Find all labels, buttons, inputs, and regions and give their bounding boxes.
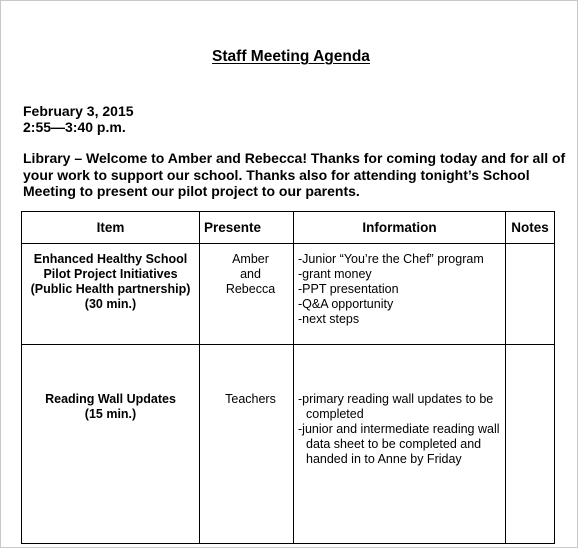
item-line: Enhanced Healthy School <box>33 252 188 266</box>
presenter-line: Teachers <box>225 392 276 406</box>
table-row <box>22 345 555 544</box>
item-line: Reading Wall Updates <box>45 392 176 406</box>
info-line: -PPT presentation <box>298 282 399 296</box>
notes-cell <box>506 244 555 345</box>
notes-cell <box>506 345 555 544</box>
item-line: (Public Health partnership) <box>30 282 191 296</box>
item-line: Pilot Project Initiatives <box>43 267 178 281</box>
info-line: handed in to Anne by Friday <box>306 452 462 466</box>
agenda-table <box>21 211 555 544</box>
item-line: (15 min.) <box>84 407 137 421</box>
info-line: -junior and intermediate reading wall <box>298 422 500 436</box>
header-item: Item <box>22 212 200 244</box>
table-row <box>22 244 555 345</box>
info-line: -primary reading wall updates to be <box>298 392 494 406</box>
table-header-row <box>22 212 555 244</box>
header-notes: Notes <box>506 212 555 244</box>
info-line: -next steps <box>298 312 360 326</box>
presenter-cell <box>200 244 294 345</box>
item-cell <box>22 244 200 345</box>
header-presenter: Presente <box>200 212 294 244</box>
information-cell <box>294 345 506 544</box>
presenter-line: and <box>240 267 261 281</box>
document-title: Staff Meeting Agenda <box>212 48 370 65</box>
item-line: (30 min.) <box>84 297 137 311</box>
header-information: Information <box>294 212 506 244</box>
info-line: -Junior “You’re the Chef” program <box>298 252 484 266</box>
info-line: -Q&A opportunity <box>298 297 394 311</box>
presenter-line: Amber <box>232 252 269 266</box>
item-cell <box>22 345 200 544</box>
information-cell <box>294 244 506 345</box>
presenter-cell <box>200 345 294 544</box>
info-line: completed <box>306 407 364 421</box>
info-line: data sheet to be completed and <box>306 437 482 451</box>
meeting-date: February 3, 2015 <box>23 103 134 119</box>
intro-paragraph: Library – Welcome to Amber and Rebecca! Thanks for coming today and for all of your work to support our school. Thanks also for attending tonight’s School Meeting to present our pilot project to our parents. <box>23 150 566 199</box>
presenter-line: Rebecca <box>225 282 276 296</box>
info-line: -grant money <box>298 267 372 281</box>
meeting-time: 2:55—3:40 p.m. <box>23 119 126 135</box>
